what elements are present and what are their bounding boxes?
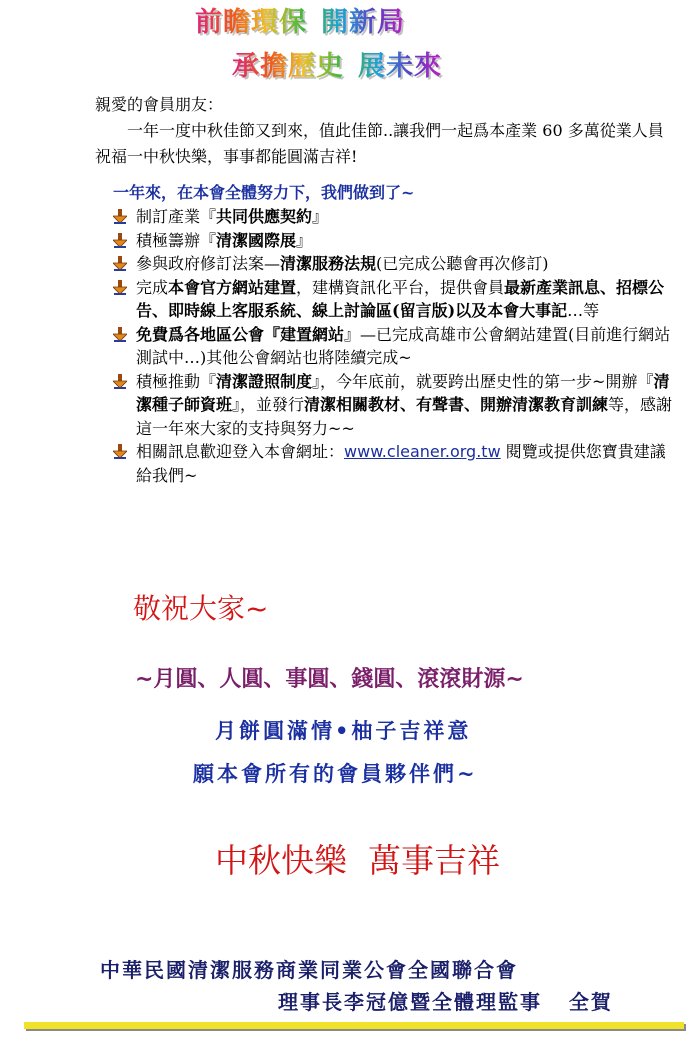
list-item: 積極籌辦『清潔國際展』 bbox=[113, 229, 675, 253]
website-link[interactable]: www.cleaner.org.tw bbox=[344, 442, 501, 461]
arrow-down-bullet-icon bbox=[113, 280, 127, 295]
achievements-heading: 一年來，在本會全體努力下，我們做到了~ bbox=[113, 183, 415, 202]
signature-organization: 中華民國清潔服務商業同業公會全國聯合會 bbox=[100, 958, 518, 982]
arrow-down-bullet-icon bbox=[113, 374, 127, 389]
arrow-down-bullet-icon bbox=[113, 327, 127, 342]
headline-line-2 bbox=[232, 44, 442, 83]
headline-part: 承擔歷史 bbox=[232, 51, 344, 82]
wish-line-1: 敬祝大家~ bbox=[133, 592, 269, 625]
arrow-down-bullet-icon bbox=[113, 209, 127, 224]
headline-part: 開新局 bbox=[321, 7, 405, 38]
arrow-down-bullet-icon bbox=[113, 233, 127, 248]
greeting: 親愛的會員朋友： bbox=[95, 95, 224, 114]
arrow-down-bullet-icon bbox=[113, 256, 127, 271]
headline-line-1 bbox=[195, 0, 405, 39]
wish-line-5: 中秋快樂 萬事吉祥 bbox=[215, 841, 500, 880]
wish-line-4: 願本會所有的會員夥伴們~ bbox=[193, 761, 478, 786]
signature-chair: 理事長李冠億暨全體理監事 全賀 bbox=[278, 990, 613, 1014]
list-item: 完成本會官方網站建置，建構資訊化平台，提供會員最新產業訊息、招標公告、即時線上客服系統、線上討論區(留言版)以及本會大事記…等 bbox=[113, 276, 675, 323]
wish-line-2: ~月圓、人圓、事圓、錢圓、滾滾財源~ bbox=[135, 667, 524, 692]
intro-paragraph: 一年一度中秋佳節又到來，值此佳節..讓我們一起爲本產業 60 多萬從業人員祝福一中秋快樂，事事都能圓滿吉祥! bbox=[95, 121, 664, 166]
list-item: 參與政府修訂法案—清潔服務法規(已完成公聽會再次修訂) bbox=[113, 252, 675, 276]
list-item: 免費爲各地區公會『建置網站』—已完成高雄市公會網站建置(目前進行網站測試中…)其他公會網站也將陸續完成~ bbox=[113, 323, 675, 370]
headline-part: 前瞻環保 bbox=[195, 7, 307, 38]
wish-line-3: 月餅圓滿情•柚子吉祥意 bbox=[215, 718, 472, 743]
list-item: 制訂產業『共同供應契約』 bbox=[113, 205, 675, 229]
headline-part: 展未來 bbox=[358, 51, 442, 82]
list-item: 相關訊息歡迎登入本會網址：www.cleaner.org.tw 閱覽或提供您寶貴建議給我們~ bbox=[113, 440, 675, 487]
bottom-rule bbox=[24, 1022, 684, 1029]
achievements-list bbox=[113, 205, 675, 487]
arrow-down-bullet-icon bbox=[113, 444, 127, 459]
list-item: 積極推動『清潔證照制度』，今年底前，就要跨出歷史性的第一步~開辦『清潔種子師資班』，並發行清潔相關教材、有聲書、開辦清潔教育訓練等，感謝這一年來大家的支持與努力~~ bbox=[113, 370, 675, 441]
